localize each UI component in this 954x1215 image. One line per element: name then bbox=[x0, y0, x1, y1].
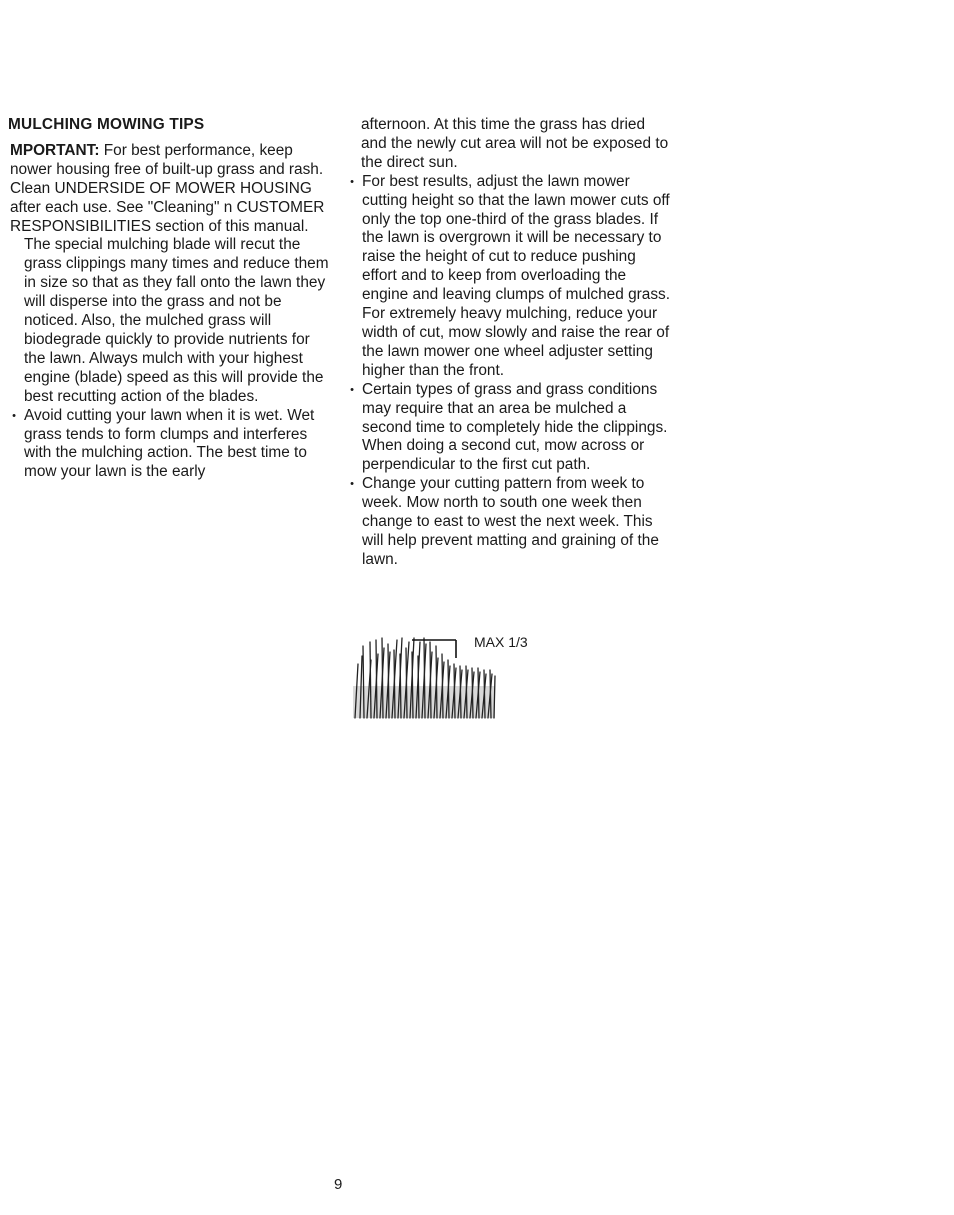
important-label: MPORTANT: bbox=[10, 141, 100, 159]
max-height-label: MAX 1/3 bbox=[474, 634, 528, 650]
right-column bbox=[346, 116, 672, 570]
list-item bbox=[8, 407, 330, 483]
section-heading: MULCHING MOWING TIPS bbox=[8, 116, 205, 133]
bullet: • bbox=[350, 478, 354, 491]
important-note bbox=[10, 142, 330, 237]
page-number: 9 bbox=[334, 1176, 343, 1193]
mulching-blade-paragraph: The special mulching blade will recut the grass clippings many times and reduce them in size so that as they fall onto the lawn they will disperse into the grass and not be noticed. Also, the mulched grass will biodegrade quickly to provide nutrients for the lawn. Always mulch with your highest engine (blade) speed as this will provide the best recutting action of the blades. bbox=[24, 236, 329, 405]
list-item-text: Avoid cutting your lawn when it is wet. Wet grass tends to form clumps and interferes with the mulching action. The best time to mow your lawn is the early bbox=[24, 406, 315, 481]
bullet: • bbox=[12, 409, 16, 422]
grass-figure bbox=[352, 634, 552, 718]
left-column bbox=[8, 116, 330, 482]
list-item-text: Change your cutting pattern from week to week. Mow north to south one week then change to east to west the next week. This will help prevent matting and graining of the lawn. bbox=[362, 475, 659, 568]
list-item bbox=[346, 173, 672, 381]
list-item bbox=[346, 381, 672, 476]
list-item-text: Certain types of grass and grass conditions may require that an area be mulched a second time to completely hide the clippings. When doing a second cut, mow across or perpendicular to the first cut path. bbox=[362, 380, 668, 474]
list-item-text: For best results, adjust the lawn mower cutting height so that the lawn mower cuts off only the top one-third of the grass blades. If the lawn is overgrown it will be necessary to raise the height of cut to reduce pushing effort and to keep from overloading the engine and leaving clumps of mulched grass. For extremely heavy mulching, reduce your width of cut, mow slowly and raise the rear of the lawn mower one wheel adjuster setting higher than the front. bbox=[362, 172, 670, 379]
continuation-text: afternoon. At this time the grass has dried and the newly cut area will not be exposed to the direct sun. bbox=[361, 116, 669, 171]
list-item bbox=[346, 475, 672, 570]
bullet: • bbox=[350, 175, 354, 188]
bullet: • bbox=[350, 383, 354, 396]
important-text: For best performance, keep nower housing free of built-up grass and rash. Clean UNDERSIDE OF MOWER HOUSING after each use. See "Cleaning" n CUSTOMER RESPONSIBILITIES section of this manual. bbox=[10, 141, 325, 235]
